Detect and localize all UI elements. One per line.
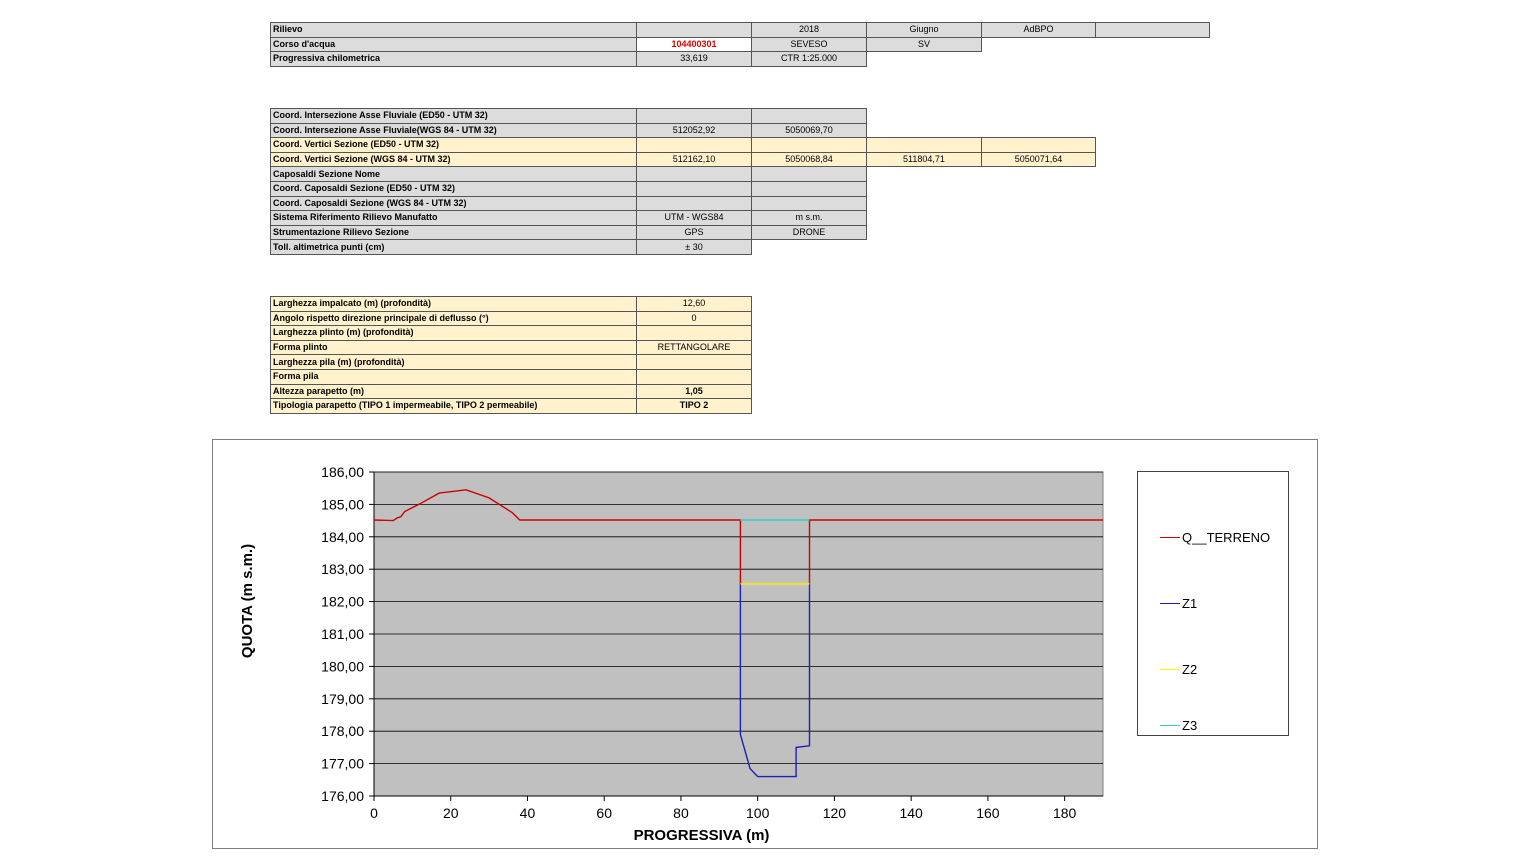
cell: SV	[867, 37, 982, 52]
cell	[752, 196, 867, 211]
row-label: Coord. Intersezione Asse Fluviale (ED50 - UTM 32)	[271, 109, 637, 124]
cell	[637, 138, 752, 153]
table-row	[271, 369, 752, 384]
cell: 5050071,64	[982, 152, 1096, 167]
row-label: Rilievo	[271, 23, 637, 38]
y-tick-label: 177,00	[321, 755, 364, 772]
x-tick-label: 40	[519, 805, 536, 821]
legend-swatch	[1160, 537, 1180, 538]
cell: 5050068,84	[752, 152, 867, 167]
y-tick-label: 186,00	[321, 464, 364, 480]
cell	[637, 167, 752, 182]
table-row	[271, 340, 752, 355]
cell	[1096, 23, 1210, 38]
cross-section-chart	[212, 439, 1318, 849]
cell: RETTANGOLARE	[637, 340, 752, 355]
x-tick-label: 80	[673, 805, 689, 821]
table-row	[271, 240, 1096, 255]
legend-swatch	[1160, 725, 1180, 726]
table-row	[271, 181, 1096, 196]
cell	[752, 109, 867, 124]
row-label: Angolo rispetto direzione principale di deflusso (°)	[271, 311, 637, 326]
cell: GPS	[637, 225, 752, 240]
row-label: Corso d'acqua	[271, 37, 637, 52]
table-row	[271, 384, 752, 399]
x-tick-label: 0	[370, 805, 378, 821]
y-tick-label: 176,00	[321, 788, 364, 804]
legend-label: Z1	[1182, 596, 1198, 611]
legend-label: Z2	[1182, 662, 1198, 677]
legend-label: Q__TERRENO	[1182, 530, 1271, 545]
x-tick-label: 120	[822, 805, 847, 821]
cell: 512052,92	[637, 123, 752, 138]
cell: 33,619	[637, 52, 752, 67]
table-row	[271, 326, 752, 341]
cell: 512162,10	[637, 152, 752, 167]
legend-item	[1160, 596, 1197, 611]
cell	[637, 369, 752, 384]
cell	[752, 138, 867, 153]
table-row	[271, 109, 1096, 124]
y-tick-label: 180,00	[321, 658, 364, 675]
cell	[637, 196, 752, 211]
cell	[752, 181, 867, 196]
watercourse-code: 104400301	[637, 37, 752, 52]
row-label: Sistema Riferimento Rilievo Manufatto	[271, 211, 637, 226]
x-tick-label: 180	[1052, 805, 1077, 821]
row-label: Progressiva chilometrica	[271, 52, 637, 67]
row-label: Caposaldi Sezione Nome	[271, 167, 637, 182]
row-label: Tipologia parapetto (TIPO 1 impermeabile, TIPO 2 permeabile)	[271, 399, 637, 414]
cell: 2018	[752, 23, 867, 38]
cell: UTM - WGS84	[637, 211, 752, 226]
table-row	[271, 138, 1096, 153]
cell	[752, 167, 867, 182]
coordinates-table	[270, 108, 1096, 255]
x-tick-label: 140	[899, 805, 923, 821]
cell: Giugno	[867, 23, 982, 38]
row-label: Forma pila	[271, 369, 637, 384]
row-label: Strumentazione Rilievo Sezione	[271, 225, 637, 240]
row-label: Coord. Caposaldi Sezione (WGS 84 - UTM 32)	[271, 196, 637, 211]
legend-item	[1160, 530, 1270, 545]
cell: SEVESO	[752, 37, 867, 52]
row-label: Coord. Vertici Sezione (WGS 84 - UTM 32)	[271, 152, 637, 167]
x-tick-label: 100	[746, 805, 770, 821]
cell: AdBPO	[982, 23, 1096, 38]
cell	[982, 138, 1096, 153]
table-row	[271, 52, 1210, 67]
x-axis-title: PROGRESSIVA (m)	[633, 827, 770, 844]
row-label: Coord. Caposaldi Sezione (ED50 - UTM 32)	[271, 181, 637, 196]
y-tick-label: 179,00	[321, 690, 364, 707]
bridge-data-table	[270, 296, 752, 414]
y-tick-label: 184,00	[321, 528, 364, 545]
cell: ± 30	[637, 240, 752, 255]
x-tick-label: 160	[976, 805, 1000, 821]
x-tick-label: 60	[596, 805, 612, 821]
row-label: Toll. altimetrica punti (cm)	[271, 240, 637, 255]
cell	[637, 326, 752, 341]
y-tick-label: 181,00	[321, 626, 364, 642]
row-label: Coord. Intersezione Asse Fluviale(WGS 84 - UTM 32)	[271, 123, 637, 138]
y-axis-title: QUOTA (m s.m.)	[239, 543, 256, 659]
row-label: Larghezza impalcato (m) (profondità)	[271, 297, 637, 312]
row-label: Altezza parapetto (m)	[271, 384, 637, 399]
legend-swatch	[1160, 603, 1180, 604]
cell	[637, 109, 752, 124]
table-row	[271, 167, 1096, 182]
legend-item	[1160, 662, 1197, 677]
x-tick-label: 20	[442, 805, 459, 821]
legend-swatch	[1160, 669, 1180, 670]
cell	[637, 23, 752, 38]
table-row	[271, 123, 1096, 138]
cell: DRONE	[752, 225, 867, 240]
cell	[637, 181, 752, 196]
y-tick-label: 182,00	[321, 593, 364, 610]
cell: 0	[637, 311, 752, 326]
row-label: Coord. Vertici Sezione (ED50 - UTM 32)	[271, 138, 637, 153]
cell: TIPO 2	[637, 399, 752, 414]
cell: 12,60	[637, 297, 752, 312]
table-row	[271, 152, 1096, 167]
cell	[867, 138, 982, 153]
table-row	[271, 297, 752, 312]
y-tick-label: 185,00	[321, 496, 364, 513]
table-row	[271, 196, 1096, 211]
cell	[637, 355, 752, 370]
survey-header-table	[270, 22, 1210, 67]
table-row	[271, 23, 1210, 38]
cell: 5050069,70	[752, 123, 867, 138]
chart-legend	[1137, 471, 1289, 736]
table-row	[271, 211, 1096, 226]
cell: m s.m.	[752, 211, 867, 226]
y-tick-label: 178,00	[321, 723, 364, 740]
table-row	[271, 225, 1096, 240]
cell: 1,05	[637, 384, 752, 399]
y-tick-label: 183,00	[321, 561, 364, 578]
row-label: Larghezza plinto (m) (profondità)	[271, 326, 637, 341]
row-label: Larghezza pila (m) (profondità)	[271, 355, 637, 370]
table-row	[271, 399, 752, 414]
cell: 511804,71	[867, 152, 982, 167]
table-row	[271, 355, 752, 370]
row-label: Forma plinto	[271, 340, 637, 355]
table-row	[271, 37, 1210, 52]
legend-label: Z3	[1182, 718, 1198, 733]
cell: CTR 1:25.000	[752, 52, 867, 67]
table-row	[271, 311, 752, 326]
legend-item	[1160, 718, 1197, 733]
